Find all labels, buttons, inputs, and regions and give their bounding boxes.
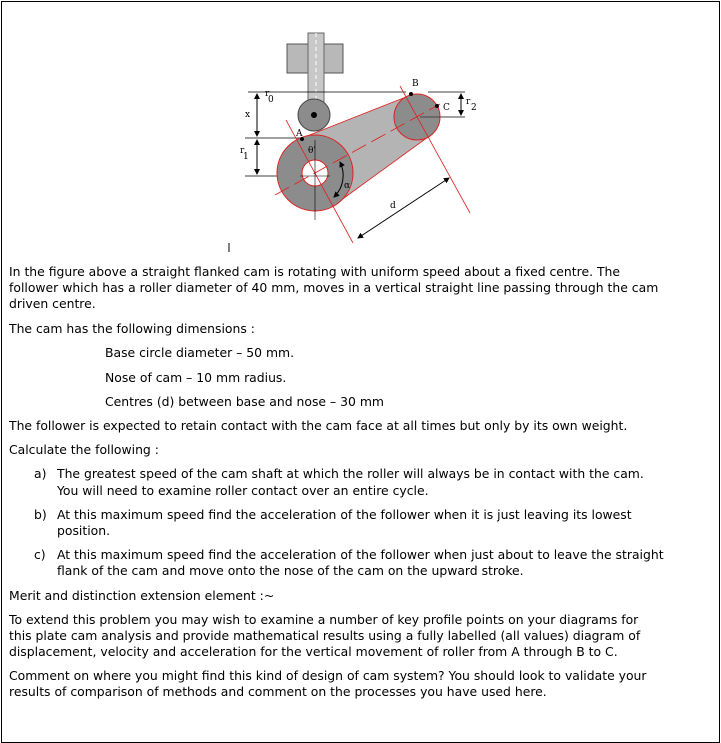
point-c: [435, 104, 439, 108]
text-line: displacement, velocity and acceleration for the vertical movement of roller from A through B to C.: [9, 644, 618, 659]
dimension-base-circle: Base circle diameter – 50 mm.: [105, 345, 295, 360]
label-alpha: α: [344, 181, 351, 191]
merit-heading: Merit and distinction extension element :~: [9, 588, 275, 603]
label-a: A: [296, 129, 303, 139]
text-line: Comment on where you might find this kind of design of cam system? You should look to validate your: [9, 668, 647, 683]
text-line: The greatest speed of the cam shaft at which the roller will always be in contact with the cam.: [57, 466, 644, 481]
text-line: To extend this problem you may wish to examine a number of key profile points on your diagrams for: [9, 612, 639, 627]
cam-diagram: [0, 0, 721, 252]
text-line: In the figure above a straight flanked cam is rotating with uniform speed about a fixed centre. The: [9, 264, 621, 279]
text-line: position.: [57, 523, 111, 538]
text-line: At this maximum speed find the acceleration of the follower when just about to leave the straight: [57, 547, 664, 562]
text-line: results of comparison of methods and comment on the processes you have used here.: [9, 684, 547, 699]
calculate-heading: Calculate the following :: [9, 442, 159, 457]
dimensions-heading: The cam has the following dimensions :: [9, 321, 255, 336]
label-b: B: [412, 79, 419, 89]
label-c: C: [443, 103, 450, 113]
contact-statement: The follower is expected to retain contact with the cam face at all times but only by its own weight.: [9, 418, 628, 433]
label-r2: r: [466, 97, 471, 107]
label-r2-sub: 2: [471, 103, 477, 113]
text-line: this plate cam analysis and provide mathematical results using a fully labelled (all values) diagram of: [9, 628, 641, 643]
text-line: You will need to examine roller contact over an entire cycle.: [57, 483, 429, 498]
guide-block-right: [323, 44, 343, 73]
question-label: c): [34, 547, 46, 562]
text-line: flank of the cam and move onto the nose of the cam on the upward stroke.: [57, 563, 524, 578]
label-x: x: [245, 110, 251, 120]
text-line: follower which has a roller diameter of 40 mm, moves in a vertical straight line passing through the cam: [9, 280, 659, 295]
label-r0-sub: 0: [268, 95, 274, 105]
guide-block-left: [287, 44, 309, 73]
point-b: [409, 92, 413, 96]
text-line: At this maximum speed find the acceleration of the follower when it is just leaving its lowest: [57, 507, 632, 522]
label-r0: r: [265, 89, 270, 99]
question-label: b): [34, 507, 47, 522]
dimension-centres: Centres (d) between base and nose – 30 mm: [105, 394, 384, 409]
question-label: a): [34, 466, 47, 481]
text-line: driven centre.: [9, 296, 96, 311]
dimension-nose: Nose of cam – 10 mm radius.: [105, 370, 287, 385]
label-theta: θ': [308, 146, 316, 156]
label-r1-sub: 1: [243, 152, 249, 162]
label-r1: r: [240, 146, 245, 156]
label-d: d: [390, 201, 396, 211]
d-dimension: [358, 178, 449, 238]
